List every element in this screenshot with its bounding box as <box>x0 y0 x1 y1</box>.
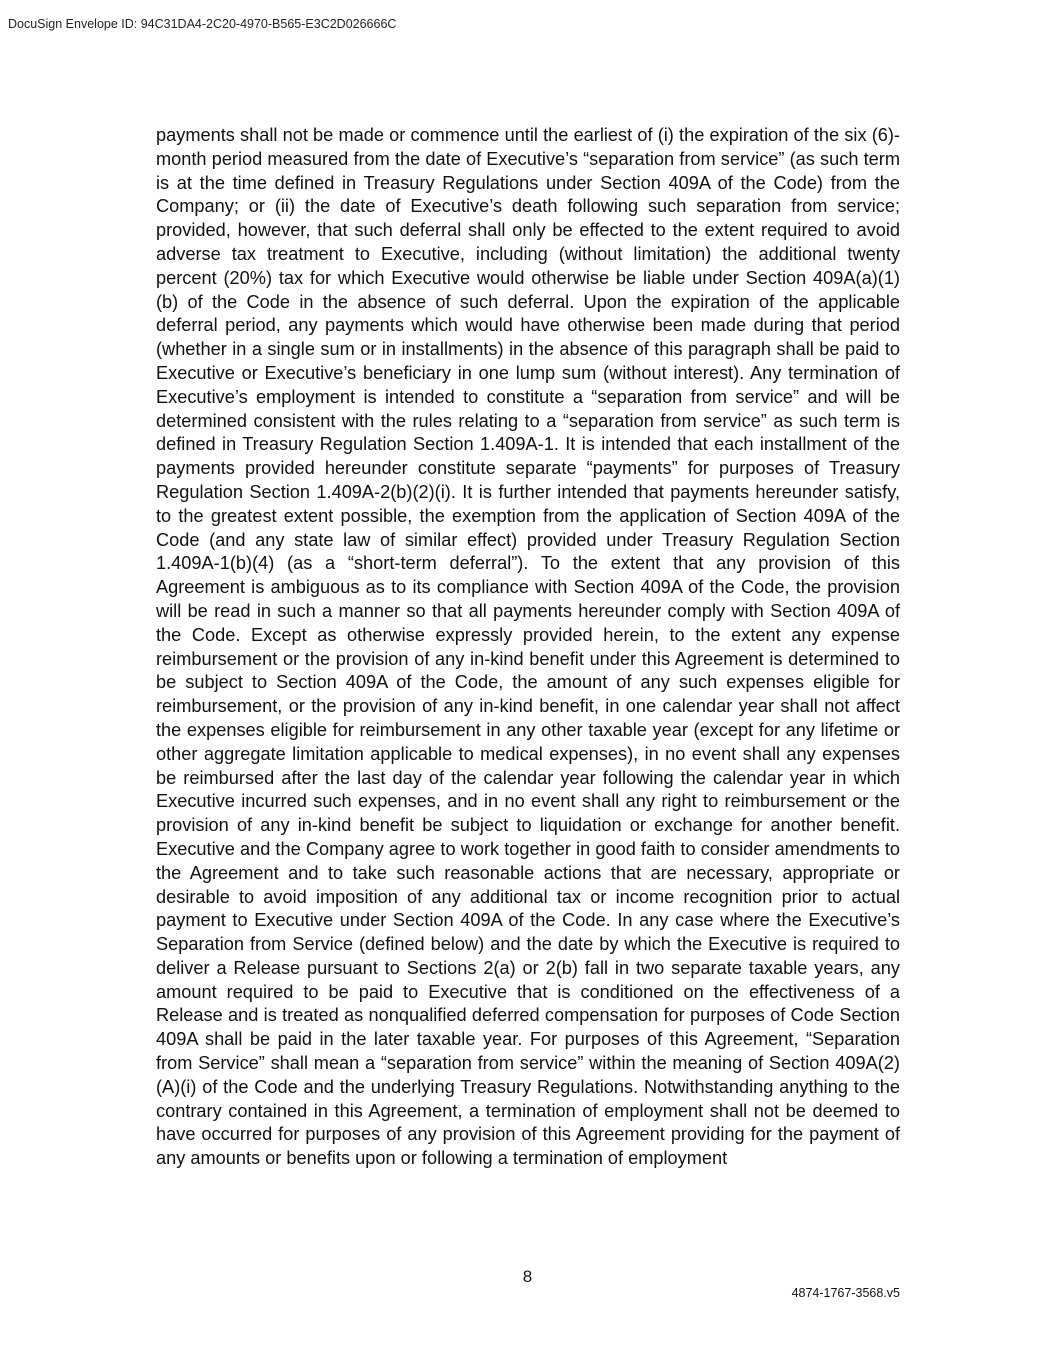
document-reference-number: 4874-1767-3568.v5 <box>791 1286 900 1300</box>
docusign-envelope-id: DocuSign Envelope ID: 94C31DA4-2C20-4970-B565-E3C2D026666C <box>8 17 397 31</box>
body-paragraph: payments shall not be made or commence until the earliest of (i) the expiration of the six (6)-month period measured from the date of Executive’s “separation from service” (as such term is at the time defined in Treasury Regulations under Section 409A of the Code) from the Company; or (ii) the date of Executive’s death following such separation from service; provided, however, that such deferral shall only be effected to the extent required to avoid adverse tax treatment to Executive, including (without limitation) the additional twenty percent (20%) tax for which Executive would otherwise be liable under Section 409A(a)(1)(b) of the Code in the absence of such deferral. Upon the expiration of the applicable deferral period, any payments which would have otherwise been made during that period (whether in a single sum or in installments) in the absence of this paragraph shall be paid to Executive or Executive’s beneficiary in one lump sum (without interest). Any termination of Executive’s employment is intended to constitute a “separation from service” and will be determined consistent with the rules relating to a “separation from service” as such term is defined in Treasury Regulation Section 1.409A-1. It is intended that each installment of the payments provided hereunder constitute separate “payments” for purposes of Treasury Regulation Section 1.409A-2(b)(2)(i). It is further intended that payments hereunder satisfy, to the greatest extent possible, the exemption from the application of Section 409A of the Code (and any state law of similar effect) provided under Treasury Regulation Section 1.409A-1(b)(4) (as a “short-term deferral”). To the extent that any provision of this Agreement is ambiguous as to its compliance with Section 409A of the Code, the provision will be read in such a manner so that all payments hereunder comply with Section 409A of the Code. Except as otherwise expressly provided herein, to the extent any expense reimbursement or the provision of any in-kind benefit under this Agreement is determined to be subject to Section 409A of the Code, the amount of any such expenses eligible for reimbursement, or the provision of any in-kind benefit, in one calendar year shall not affect the expenses eligible for reimbursement in any other taxable year (except for any lifetime or other aggregate limitation applicable to medical expenses), in no event shall any expenses be reimbursed after the last day of the calendar year following the calendar year in which Executive incurred such expenses, and in no event shall any right to reimbursement or the provision of any in-kind benefit be subject to liquidation or exchange for another benefit. Executive and the Company agree to work together in good faith to consider amendments to the Agreement and to take such reasonable actions that are necessary, appropriate or desirable to avoid imposition of any additional tax or income recognition prior to actual payment to Executive under Section 409A of the Code. In any case where the Executive’s Separation from Service (defined below) and the date by which the Executive is required to deliver a Release pursuant to Sections 2(a) or 2(b) fall in two separate taxable years, any amount required to be paid to Executive that is conditioned on the effectiveness of a Release and is treated as nonqualified deferred compensation for purposes of Code Section 409A shall be paid in the later taxable year. For purposes of this Agreement, “Separation from Service” shall mean a “separation from service” within the meaning of Section 409A(2)(A)(i) of the Code and the underlying Treasury Regulations. Notwithstanding anything to the contrary contained in this Agreement, a termination of employment shall not be deemed to have occurred for purposes of any provision of this Agreement providing for the payment of any amounts or benefits upon or following a termination of employment <box>156 125 900 1169</box>
page-number: 8 <box>522 1267 533 1286</box>
